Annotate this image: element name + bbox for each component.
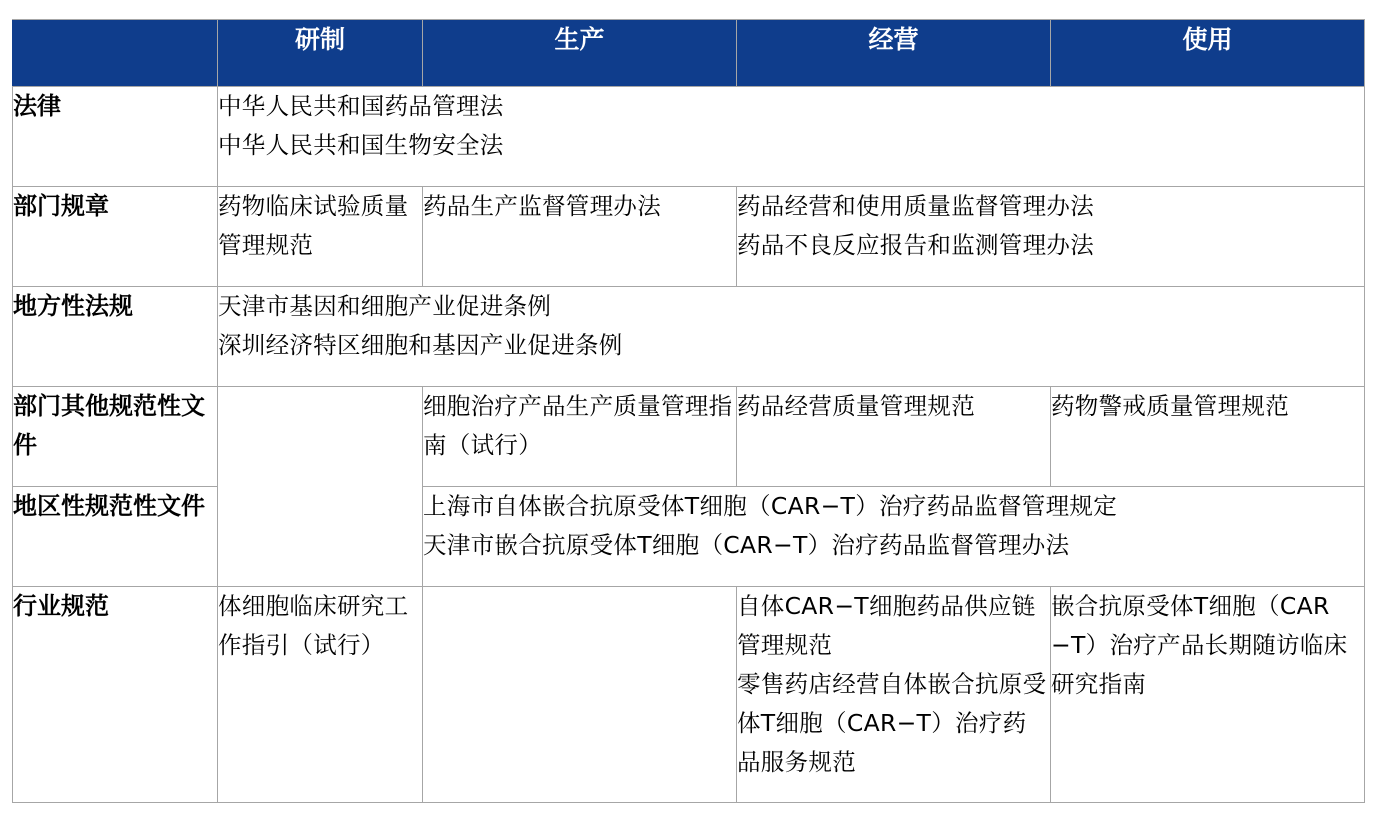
dept-other-use-text: 药物警戒质量管理规范 xyxy=(1051,392,1289,420)
header-operation: 经营 xyxy=(737,20,1051,87)
row-label-local-regs: 地方性法规 xyxy=(13,287,218,387)
dept-rules-research-text: 药物临床试验质量管理规范 xyxy=(218,192,409,259)
header-row xyxy=(13,20,1365,87)
header-corner xyxy=(13,20,218,87)
industry-research xyxy=(218,587,423,803)
dept-rules-production xyxy=(423,187,737,287)
dept-other-research-empty xyxy=(218,387,423,587)
industry-operation-item: 零售药店经营自体嵌合抗原受体T细胞（CAR−T）治疗药品服务规范 xyxy=(737,670,1047,776)
law-item: 中华人民共和国药品管理法 xyxy=(218,92,504,120)
dept-rules-production-text: 药品生产监督管理办法 xyxy=(423,192,661,220)
dept-other-use xyxy=(1051,387,1365,487)
dept-rules-item: 药品不良反应报告和监测管理办法 xyxy=(737,231,1094,259)
row-label-regional-docs-text: 地区性规范性文件 xyxy=(13,492,205,520)
regulation-table xyxy=(12,19,1365,803)
local-regs-item: 天津市基因和细胞产业促进条例 xyxy=(218,292,552,320)
industry-operation xyxy=(737,587,1051,803)
dept-other-operation xyxy=(737,387,1051,487)
dept-other-production-text: 细胞治疗产品生产质量管理指南（试行） xyxy=(423,392,733,459)
industry-use xyxy=(1051,587,1365,803)
local-regs-cell xyxy=(218,287,1365,387)
header-use: 使用 xyxy=(1051,20,1365,87)
industry-use-text: 嵌合抗原受体T细胞（CAR−T）治疗产品长期随访临床研究指南 xyxy=(1051,592,1348,698)
dept-rules-item: 药品经营和使用质量监督管理办法 xyxy=(737,192,1094,220)
row-label-industry: 行业规范 xyxy=(13,587,218,803)
header-production: 生产 xyxy=(423,20,737,87)
law-item: 中华人民共和国生物安全法 xyxy=(218,131,504,159)
row-dept-other xyxy=(13,387,1365,487)
industry-production xyxy=(423,587,737,803)
industry-operation-item: 自体CAR−T细胞药品供应链管理规范 xyxy=(737,592,1036,659)
row-label-dept-rules: 部门规章 xyxy=(13,187,218,287)
row-label-law: 法律 xyxy=(13,87,218,187)
row-label-dept-other xyxy=(13,387,218,487)
row-dept-rules xyxy=(13,187,1365,287)
dept-other-operation-text: 药品经营质量管理规范 xyxy=(737,392,975,420)
row-regional-docs xyxy=(13,487,1365,587)
row-industry xyxy=(13,587,1365,803)
dept-rules-research xyxy=(218,187,423,287)
row-local-regs xyxy=(13,287,1365,387)
regional-docs-item: 上海市自体嵌合抗原受体T细胞（CAR−T）治疗药品监督管理规定 xyxy=(423,492,1118,520)
regional-docs-cell xyxy=(423,487,1365,587)
dept-rules-operation-use xyxy=(737,187,1365,287)
regional-docs-item: 天津市嵌合抗原受体T细胞（CAR−T）治疗药品监督管理办法 xyxy=(423,531,1070,559)
row-law xyxy=(13,87,1365,187)
header-research: 研制 xyxy=(218,20,423,87)
row-label-regional-docs xyxy=(13,487,218,587)
law-cell xyxy=(218,87,1365,187)
row-label-dept-other-text: 部门其他规范性文件 xyxy=(13,392,205,459)
local-regs-item: 深圳经济特区细胞和基因产业促进条例 xyxy=(218,331,623,359)
dept-other-production xyxy=(423,387,737,487)
industry-research-text: 体细胞临床研究工作指引（试行） xyxy=(218,592,409,659)
